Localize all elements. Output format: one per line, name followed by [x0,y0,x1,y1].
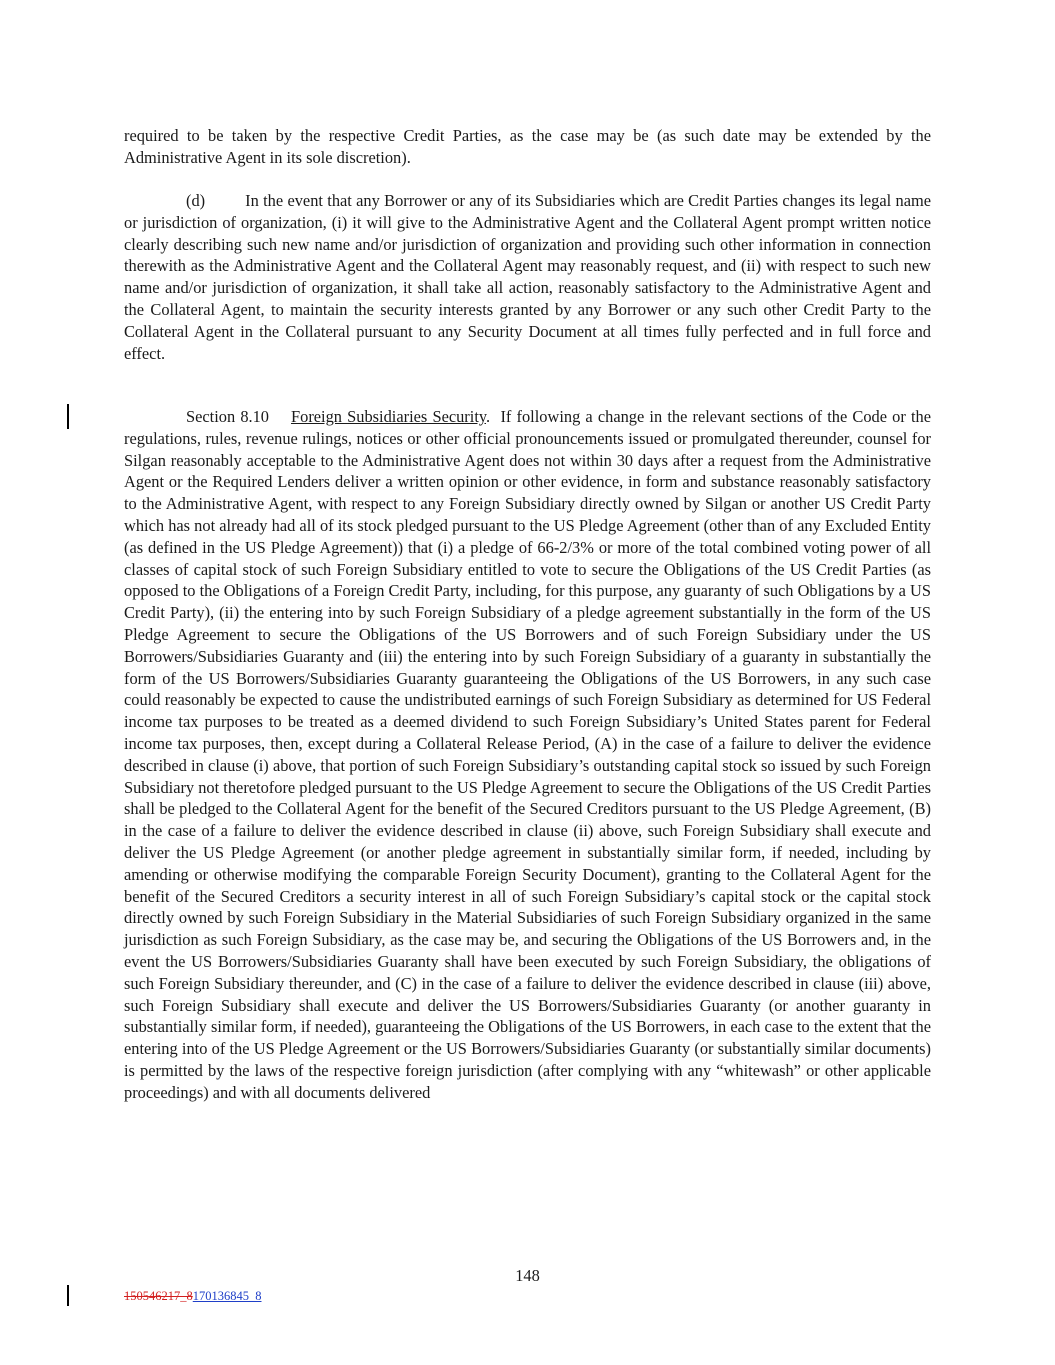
document-id-inserted: 170136845_8 [192,1289,262,1303]
section-title-suffix: . [486,407,491,426]
paragraph-d [124,190,931,364]
paragraph-d-label: (d) [186,191,206,210]
section-body-text: If following a change in the relevant sections of the Code or the regulations, rules, revenue rulings, notices or other official pronouncements issued or promulgated thereunder, counsel for Silgan reasonably acceptable to the Administrative Agent does not within 30 days after a request from the Administrative Agent or the Required Lenders deliver a written opinion or other evidence, in form and substance reasonably satisfactory to the Administrative Agent, with respect to any Foreign Subsidiary directly owned by Silgan or another US Credit Party which has not already had all of its stock pledged pursuant to the US Pledge Agreement (other than of any Excluded Entity (as defined in the US Pledge Agreement)) that (i) a pledge of 66-2/3% or more of the total combined voting power of all classes of capital stock of such Foreign Subsidiary entitled to vote to secure the Obligations of the US Credit Parties (as opposed to the Obligations of a Foreign Credit Party, including, for this purpose, any guaranty of such Obligations by a US Credit Party), (ii) the entering into by such Foreign Subsidiary of a pledge agreement substantially in the form of the US Pledge Agreement to secure the Obligations of the US Borrowers and of such Foreign Subsidiary under the US Borrowers/Subsidiaries Guaranty and (iii) the entering into by such Foreign Subsidiary of a guaranty in substantially the form of the US Borrowers/Subsidiaries Guaranty guaranteeing the Obligations of the US Borrowers, in any such case could reasonably be expected to cause the undistributed earnings of such Foreign Subsidiary as determined for US Federal income tax purposes to be treated as a deemed dividend to such Foreign Subsidiary’s United States parent for Federal income tax purposes, then, except during a Collateral Release Period, (A) in the case of a failure to deliver the evidence described in clause (i) above, that portion of such Foreign Subsidiary’s outstanding capital stock so issued by such Foreign Subsidiary not theretofore pledged pursuant to the US Pledge Agreement to secure the Obligations of the US Credit Parties shall be pledged to the Collateral Agent for the benefit of the Secured Creditors pursuant to the US Pledge Agreement, (B) in the case of a failure to deliver the evidence described in clause (ii) above, such Foreign Subsidiary shall execute and deliver the US Pledge Agreement (or another pledge agreement in substantially similar form, if needed, including by amending or otherwise modifying the comparable Foreign Security Document), granting to the Collateral Agent for the benefit of the Secured Creditors a security interest in all of such Foreign Subsidiary’s capital stock or the capital stock directly owned by such Foreign Subsidiary in the Material Subsidiaries of such Foreign Subsidiary organized in the same jurisdiction as such Foreign Subsidiary, as the case may be, and securing the Obligations of the US Borrowers and, in the event the US Borrowers/Subsidiaries Guaranty shall have been executed by such Foreign Subsidiary, the obligations of such Foreign Subsidiary thereunder, and (C) in the case of a failure to deliver the evidence described in clause (iii) above, such Foreign Subsidiary shall execute and deliver the US Borrowers/Subsidiaries Guaranty (or another guaranty in substantially similar form, if needed), guaranteeing the Obligations of the US Borrowers, in each case to the extent that the entering into of the US Pledge Agreement or the US Borrowers/Subsidiaries Guaranty (or substantially similar documents) is permitted by the laws of the respective foreign jurisdiction (after complying with any “whitewash” or other applicable proceedings) and with all documents delivered [124,407,932,1102]
paragraph-d-text: In the event that any Borrower or any of its Subsidiaries which are Credit Parties changes its legal name or jurisdiction of organization, (i) it will give to the Administrative Agent and the Collateral Agent prompt written notice clearly describing such new name and/or jurisdiction of organization and providing such other information in connection therewith as the Administrative Agent and the Collateral Agent may reasonably request, and (ii) with respect to such new name and/or jurisdiction of organization, it shall take all action, reasonably satisfactory to the Administrative Agent and the Collateral Agent, to maintain the security interests granted by any Borrower or any such other Credit Party to the Collateral Agent in the Collateral pursuant to any Security Document at all times fully perfected and in full force and effect. [124,191,931,363]
page-number: 148 [515,1266,540,1285]
continuation-paragraph [124,125,931,169]
change-bar [67,1285,69,1306]
section-title: Foreign Subsidiaries Security [291,407,487,426]
change-bar [67,404,69,429]
section-8-10-paragraph [124,406,931,1104]
continuation-text: required to be taken by the respective Credit Parties, as the case may be (as such date may be extended by the Administrative Agent in its sole discretion). [124,126,931,167]
document-id-deleted: 150546217_8 [124,1289,193,1303]
document-id [124,1288,262,1304]
section-number: Section 8.10 [186,407,270,426]
